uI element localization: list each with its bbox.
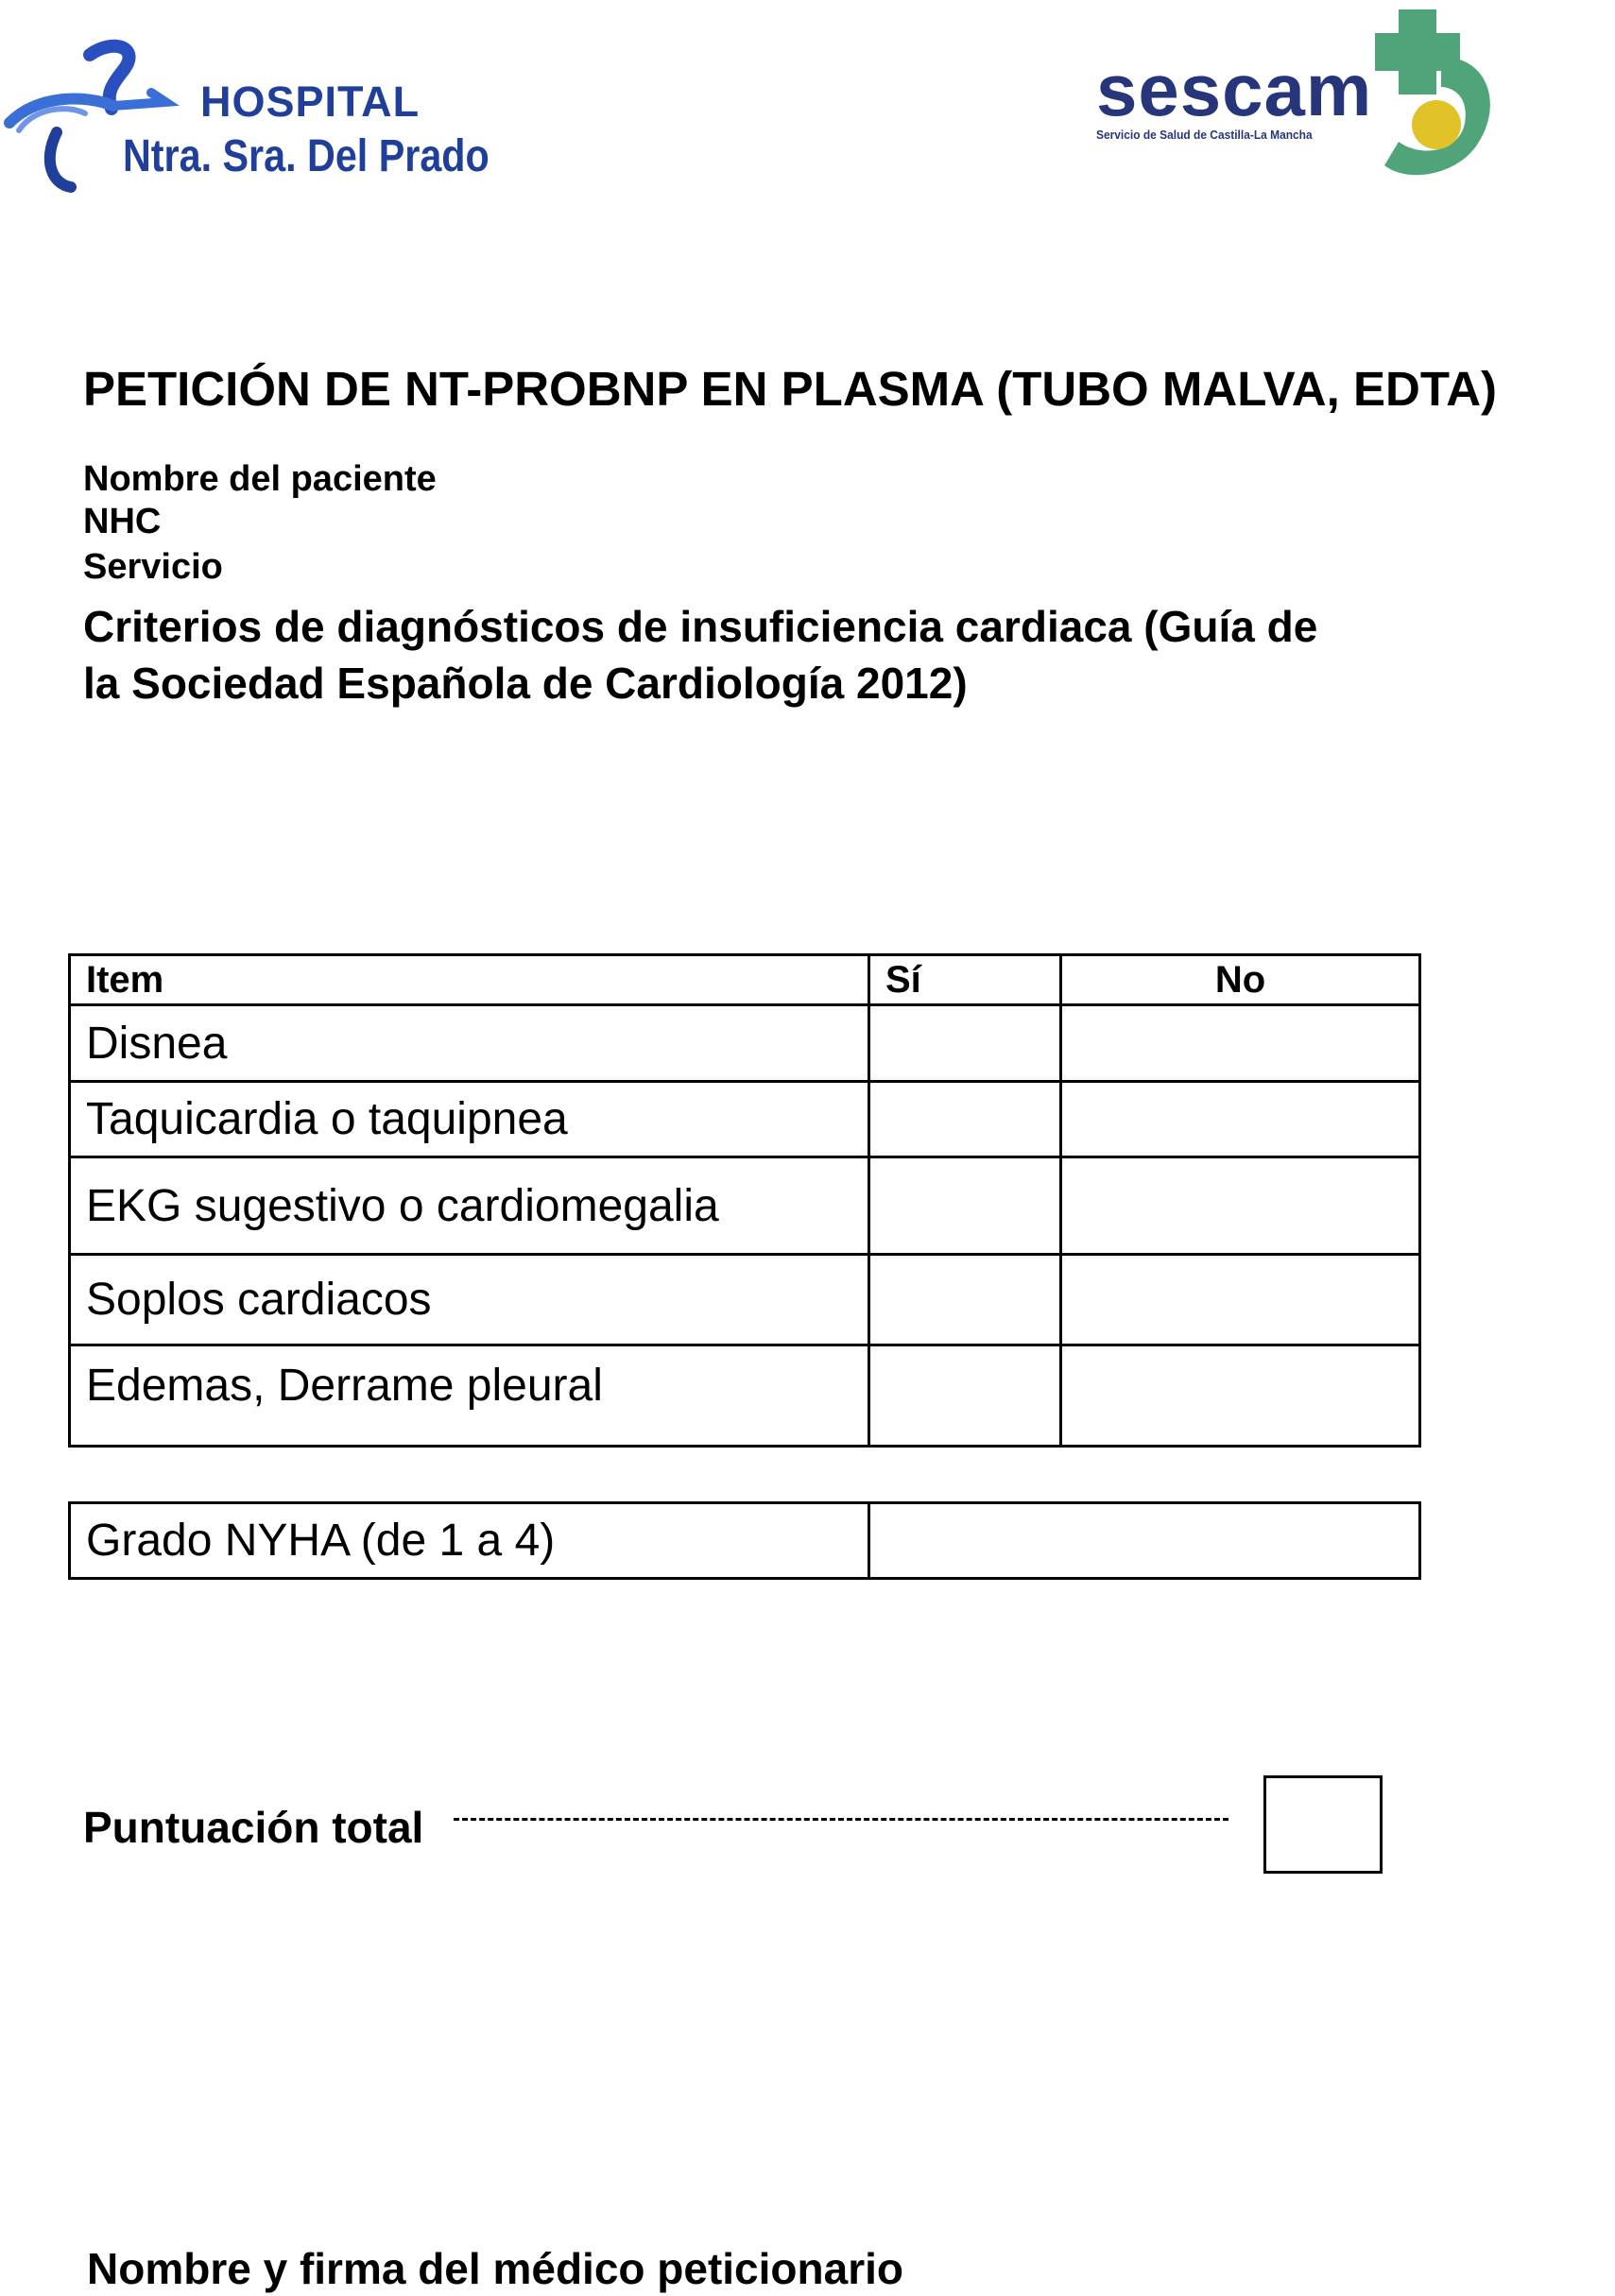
yes-checkbox-cell[interactable] bbox=[869, 1345, 1061, 1447]
yes-checkbox-cell[interactable] bbox=[869, 1005, 1061, 1082]
signature-label: Nombre y firma del médico peticionario bbox=[87, 2244, 903, 2293]
header-yes: Sí bbox=[869, 955, 1061, 1005]
criteria-heading-line2: la Sociedad Española de Cardiología 2012) bbox=[83, 659, 968, 708]
table-row bbox=[70, 1005, 1420, 1082]
hospital-logo-line1: HOSPITAL bbox=[200, 77, 421, 126]
header-no: No bbox=[1061, 955, 1420, 1005]
yes-checkbox-cell[interactable] bbox=[869, 1255, 1061, 1345]
no-checkbox-cell[interactable] bbox=[1061, 1157, 1420, 1255]
nyha-label: Grado NYHA (de 1 a 4) bbox=[70, 1503, 869, 1579]
sescam-cross-s-icon bbox=[1370, 0, 1503, 184]
form-title: PETICIÓN DE NT-PROBNP EN PLASMA (TUBO MALVA, EDTA) bbox=[83, 362, 1498, 416]
table-row bbox=[70, 1157, 1420, 1255]
table-row bbox=[70, 1082, 1420, 1157]
item-cell: EKG sugestivo o cardiomegalia bbox=[70, 1157, 869, 1255]
criteria-table bbox=[68, 953, 1421, 1448]
item-cell: Soplos cardiacos bbox=[70, 1255, 869, 1345]
service-label: Servicio bbox=[83, 547, 223, 587]
table-header-row bbox=[70, 955, 1420, 1005]
nyha-value-cell[interactable] bbox=[869, 1503, 1420, 1579]
sescam-logo-subtitle: Servicio de Salud de Castilla-La Mancha bbox=[1096, 128, 1313, 142]
total-score-box[interactable] bbox=[1263, 1775, 1383, 1874]
patient-name-label: Nombre del paciente bbox=[83, 459, 437, 499]
header-item: Item bbox=[70, 955, 869, 1005]
nyha-table bbox=[68, 1501, 1421, 1580]
item-cell: Edemas, Derrame pleural bbox=[70, 1345, 869, 1447]
nyha-row bbox=[70, 1503, 1420, 1579]
total-score-label: Puntuación total bbox=[83, 1803, 424, 1852]
nhc-label: NHC bbox=[83, 502, 162, 541]
hospital-logo-line2: Ntra. Sra. Del Prado bbox=[123, 131, 490, 181]
no-checkbox-cell[interactable] bbox=[1061, 1082, 1420, 1157]
table-row bbox=[70, 1255, 1420, 1345]
no-checkbox-cell[interactable] bbox=[1061, 1005, 1420, 1082]
no-checkbox-cell[interactable] bbox=[1061, 1255, 1420, 1345]
criteria-heading-line1: Criterios de diagnósticos de insuficiencia cardiaca (Guía de bbox=[83, 602, 1318, 651]
table-row bbox=[70, 1345, 1420, 1447]
sescam-logo-word: sescam bbox=[1096, 48, 1373, 131]
item-cell: Disnea bbox=[70, 1005, 869, 1082]
yes-checkbox-cell[interactable] bbox=[869, 1082, 1061, 1157]
criteria-heading bbox=[83, 598, 1444, 711]
yes-checkbox-cell[interactable] bbox=[869, 1157, 1061, 1255]
sescam-logo-mark bbox=[1370, 0, 1503, 189]
item-cell: Taquicardia o taquipnea bbox=[70, 1082, 869, 1157]
dotted-leader bbox=[454, 1818, 1228, 1821]
no-checkbox-cell[interactable] bbox=[1061, 1345, 1420, 1447]
